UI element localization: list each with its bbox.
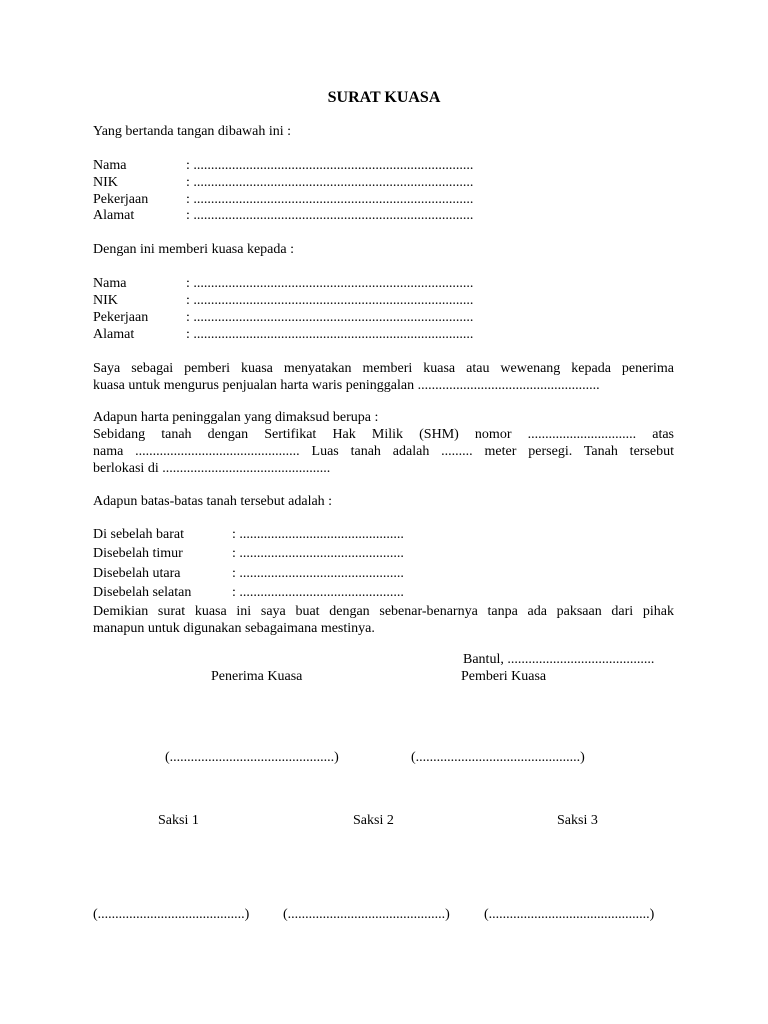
boundary-north-value: : ............................................... (232, 566, 404, 581)
boundary-west-value: : ............................................... (232, 527, 404, 542)
document-title: SURAT KUASA (327, 89, 441, 106)
receiver-name-value: : ................................................................................ (186, 276, 474, 291)
witness-1-signature-line: (..........................................) (93, 907, 250, 922)
receiver-job-value: : ................................................................................ (186, 310, 474, 325)
receiver-address-value: : ................................................................................ (186, 327, 474, 342)
place-date: Bantul, .......................................... (463, 652, 655, 667)
giver-address-label: Alamat (93, 208, 135, 223)
receiver-name-label: Nama (93, 276, 127, 291)
boundaries-intro: Adapun batas-batas tanah tersebut adalah : (93, 494, 333, 509)
boundary-north-label: Disebelah utara (93, 566, 181, 581)
grant-text: Dengan ini memberi kuasa kepada : (93, 242, 294, 257)
property-line: Sebidang tanah dengan Sertifikat Hak Milik (SHM) nomor ............................... atas (93, 427, 674, 442)
giver-signature-line: (...............................................) (411, 750, 585, 765)
giver-sign-label: Pemberi Kuasa (461, 669, 547, 684)
receiver-signature-line: (...............................................) (165, 750, 339, 765)
receiver-nik-label: NIK (93, 293, 118, 308)
witness-3-signature-line: (..............................................) (484, 907, 655, 922)
boundary-south-label: Disebelah selatan (93, 585, 192, 600)
receiver-nik-value: : ................................................................................ (186, 293, 474, 308)
statement-line: Saya sebagai pemberi kuasa menyatakan memberi kuasa atau wewenang kepada penerima (93, 361, 674, 376)
giver-name-value: : ................................................................................ (186, 158, 474, 173)
boundary-east-value: : ............................................... (232, 546, 404, 561)
receiver-address-label: Alamat (93, 327, 135, 342)
closing-line: Demikian surat kuasa ini saya buat dengan sebenar-benarnya tanpa ada paksaan dari pihak (93, 604, 674, 619)
receiver-sign-label: Penerima Kuasa (211, 669, 303, 684)
giver-address-value: : ................................................................................ (186, 208, 474, 223)
giver-job-label: Pekerjaan (93, 192, 149, 207)
boundary-south-value: : ............................................... (232, 585, 404, 600)
receiver-job-label: Pekerjaan (93, 310, 149, 325)
witness-3-label: Saksi 3 (557, 813, 598, 828)
giver-job-value: : ................................................................................ (186, 192, 474, 207)
property-line: berlokasi di ................................................ (93, 461, 331, 476)
intro-text: Yang bertanda tangan dibawah ini : (93, 124, 292, 139)
witness-2-label: Saksi 2 (353, 813, 394, 828)
giver-nik-value: : ................................................................................ (186, 175, 474, 190)
property-intro: Adapun harta peninggalan yang dimaksud berupa : (93, 410, 379, 425)
witness-1-label: Saksi 1 (158, 813, 199, 828)
boundary-east-label: Disebelah timur (93, 546, 183, 561)
property-line: nama ............................................... Luas tanah adalah ......... meter persegi. Tanah tersebut (93, 444, 674, 459)
giver-name-label: Nama (93, 158, 127, 173)
witness-2-signature-line: (.............................................) (283, 907, 450, 922)
boundary-west-label: Di sebelah barat (93, 527, 184, 542)
giver-nik-label: NIK (93, 175, 118, 190)
statement-line: kuasa untuk mengurus penjualan harta waris peninggalan .................................................... (93, 378, 600, 393)
closing-line: manapun untuk digunakan sebagaimana mestinya. (93, 621, 375, 636)
